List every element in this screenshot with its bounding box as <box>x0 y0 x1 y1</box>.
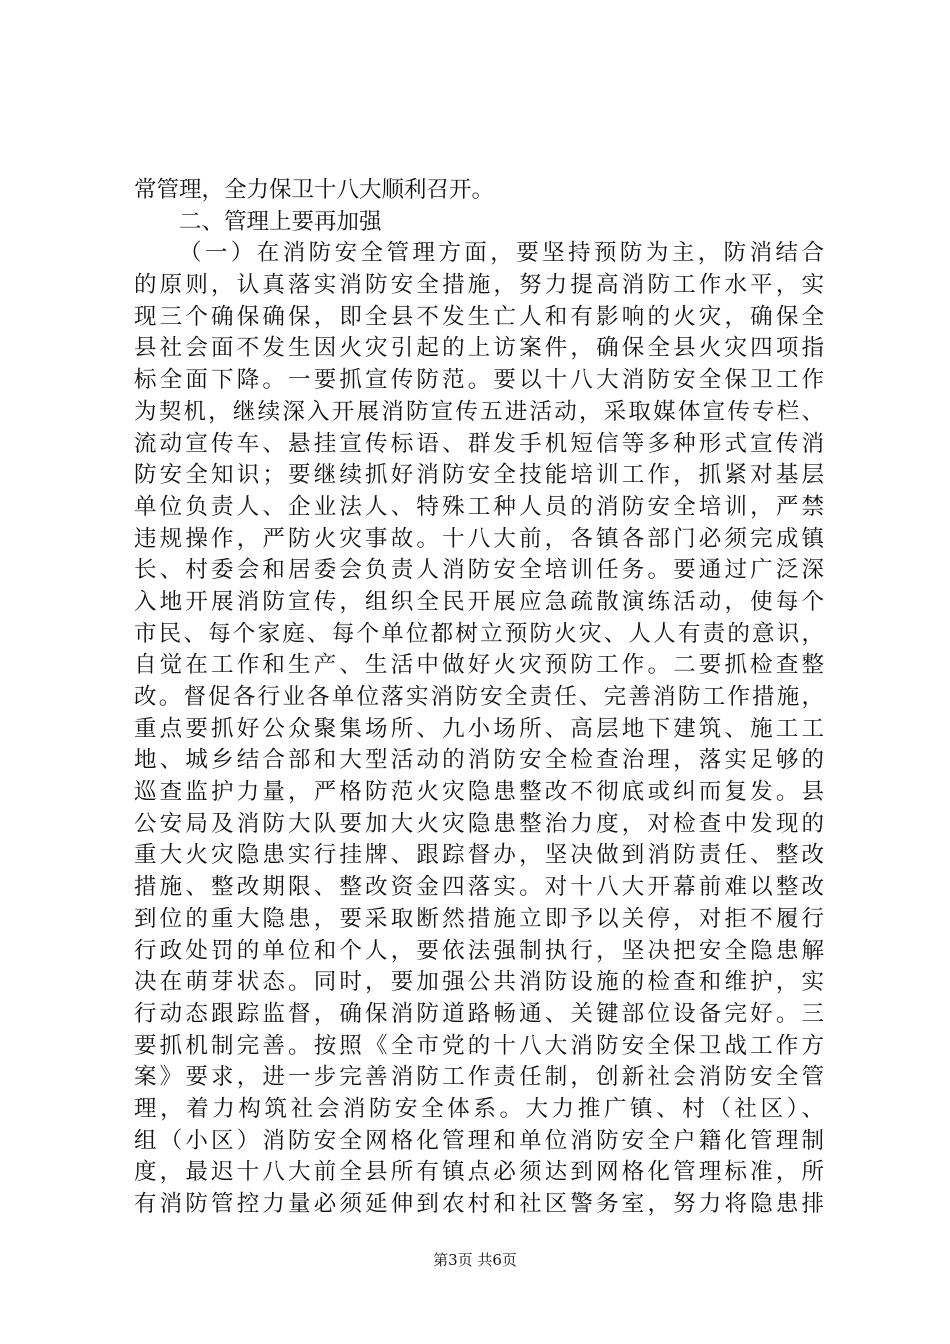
text-line-28: 要抓机制完善。按照《全市党的十八大消防安全保卫战工作方 <box>134 1032 824 1059</box>
text-line-4: 的原则，认真落实消防安全措施，努力提高消防工作水平，实 <box>134 272 824 299</box>
text-line-9: 流动宣传车、悬挂宣传标语、群发手机短信等多种形式宣传消 <box>134 430 824 457</box>
text-line-10: 防安全知识；要继续抓好消防安全技能培训工作，抓紧对基层 <box>134 462 824 489</box>
text-line-21: 公安局及消防大队要加大火灾隐患整治力度，对检查中发现的 <box>134 810 824 837</box>
section-heading: 二、管理上要再加强 <box>179 208 382 235</box>
text-line-27: 行动态跟踪监督，确保消防道路畅通、关键部位设备完好。三 <box>134 1000 824 1027</box>
page-number: 第3页 共6页 <box>433 1251 517 1269</box>
text-line-23: 措施、整改期限、整改资金四落实。对十八大开幕前难以整改 <box>134 874 824 901</box>
text-line-22: 重大火灾隐患实行挂牌、跟踪督办，坚决做到消防责任、整改 <box>134 842 824 869</box>
text-line-11: 单位负责人、企业法人、特殊工种人员的消防安全培训，严禁 <box>134 493 824 520</box>
text-line-24: 到位的重大隐患，要采取断然措施立即予以关停，对拒不履行 <box>134 905 824 932</box>
text-line-31: 组（小区）消防安全网格化管理和单位消防安全户籍化管理制 <box>134 1127 824 1154</box>
text-line-8: 为契机，继续深入开展消防宣传五进活动，采取媒体宣传专栏、 <box>134 398 824 425</box>
text-line-15: 市民、每个家庭、每个单位都树立预防火灾、人人有责的意识， <box>134 620 824 647</box>
text-line-29: 案》要求，进一步完善消防工作责任制，创新社会消防安全管 <box>134 1064 824 1091</box>
text-line-7: 标全面下降。一要抓宣传防范。要以十八大消防安全保卫工作 <box>134 367 824 394</box>
text-line-3: （一）在消防安全管理方面，要坚持预防为主，防消结合 <box>179 240 824 267</box>
text-line-32: 度，最迟十八大前全县所有镇点必须达到网格化管理标准，所 <box>134 1159 824 1186</box>
text-line-5: 现三个确保确保，即全县不发生亡人和有影响的火灾，确保全 <box>134 303 824 330</box>
text-line-17: 改。督促各行业各单位落实消防安全责任、完善消防工作措施， <box>134 684 824 710</box>
text-line-1: 常管理，全力保卫十八大顺利召开。 <box>134 177 495 203</box>
text-line-16: 自觉在工作和生产、生活中做好火灾预防工作。二要抓检查整 <box>134 652 824 679</box>
text-line-30: 理，着力构筑社会消防安全体系。大力推广镇、村（社区）、 <box>134 1095 824 1122</box>
text-line-33: 有消防管控力量必须延伸到农村和社区警务室，努力将隐患排 <box>134 1191 824 1217</box>
text-line-13: 长、村委会和居委会负责人消防安全培训任务。要通过广泛深 <box>134 557 824 584</box>
text-line-6: 县社会面不发生因火灾引起的上访案件，确保全县火灾四项指 <box>134 335 824 362</box>
text-line-14: 入地开展消防宣传，组织全民开展应急疏散演练活动，使每个 <box>134 588 824 615</box>
text-line-12: 违规操作，严防火灾事故。十八大前，各镇各部门必须完成镇 <box>134 525 824 552</box>
text-line-20: 巡查监护力量，严格防范火灾隐患整改不彻底或纠而复发。县 <box>134 779 824 806</box>
page-footer <box>0 1250 950 1270</box>
text-line-26: 决在萌芽状态。同时，要加强公共消防设施的检查和维护，实 <box>134 969 824 996</box>
text-line-19: 地、城乡结合部和大型活动的消防安全检查治理，落实足够的 <box>134 747 824 774</box>
text-line-25: 行政处罚的单位和个人，要依法强制执行，坚决把安全隐患解 <box>134 937 824 964</box>
text-line-18: 重点要抓好公众聚集场所、九小场所、高层地下建筑、施工工 <box>134 715 824 742</box>
document-body <box>134 175 824 1221</box>
